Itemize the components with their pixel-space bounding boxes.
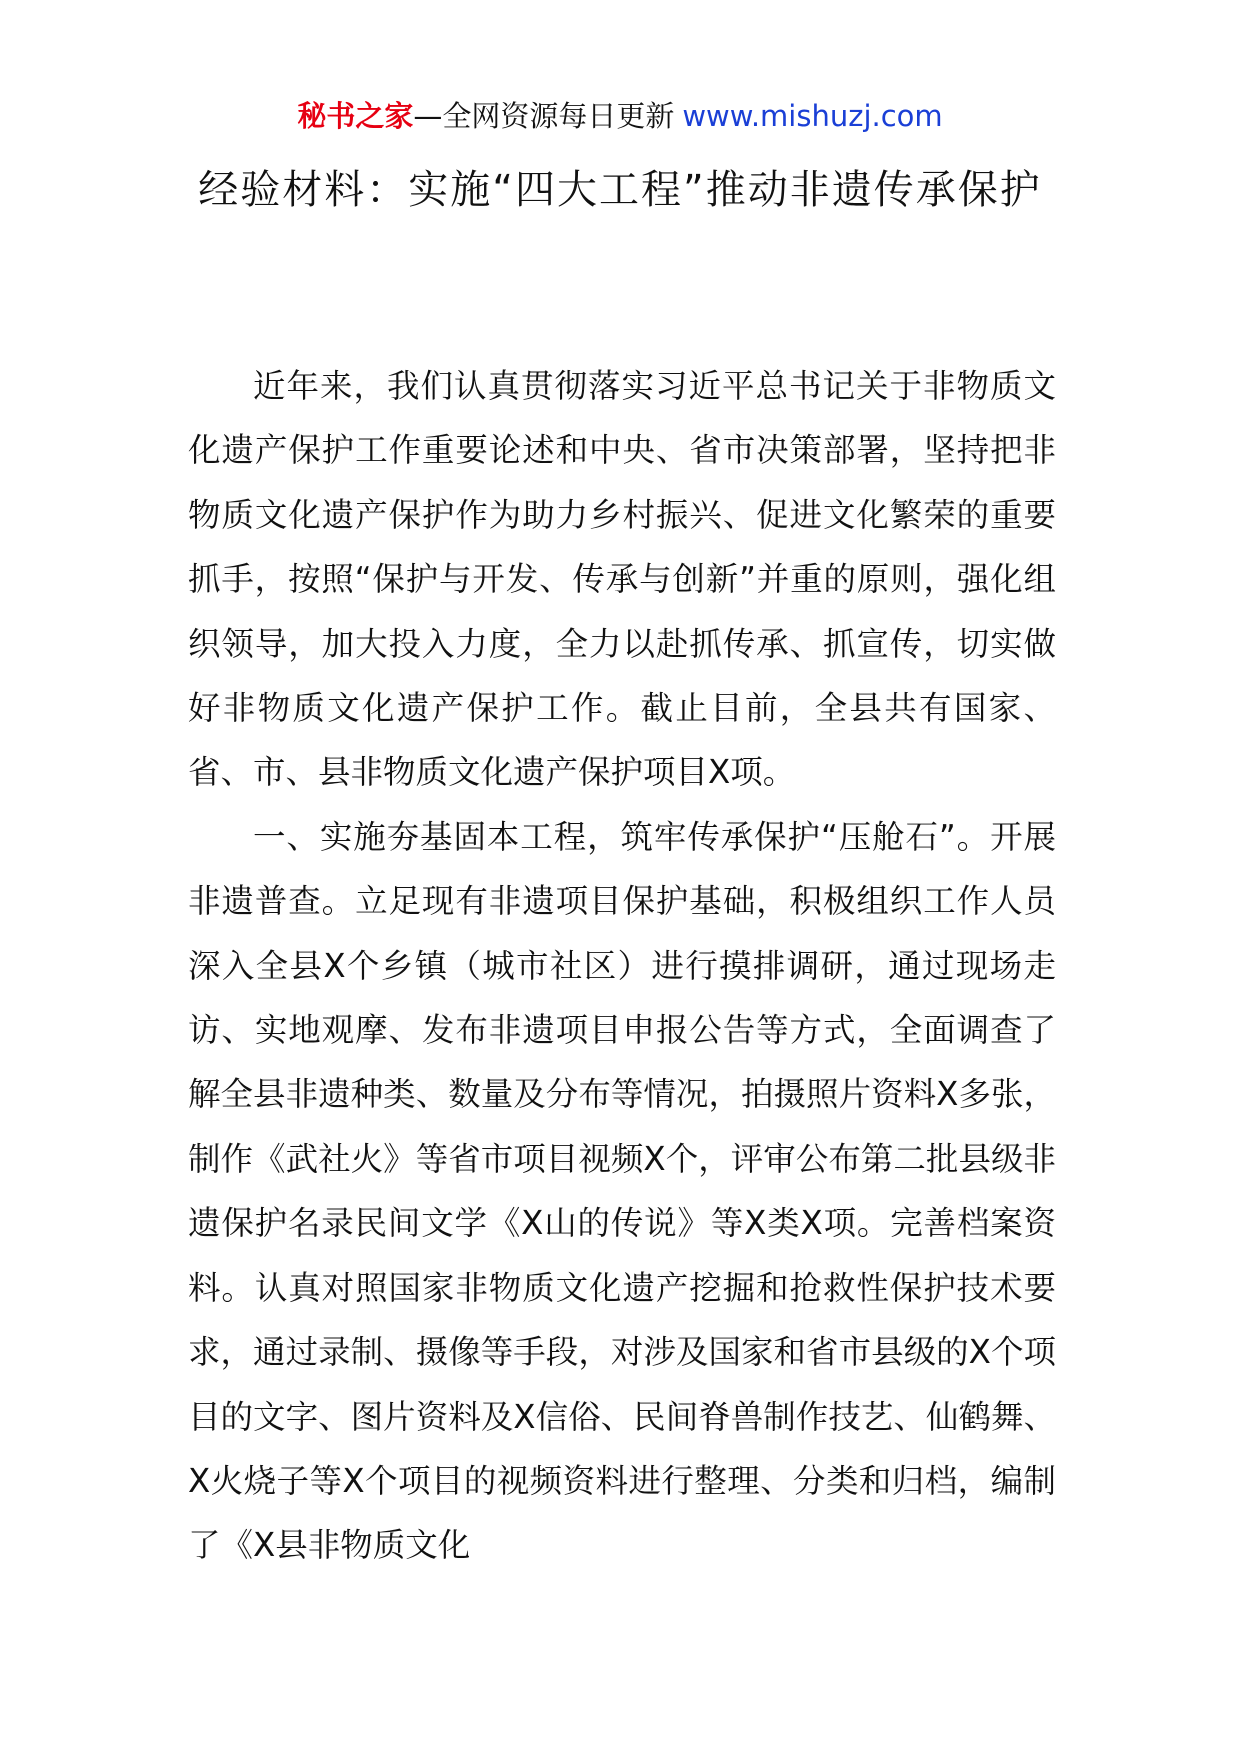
document-body <box>188 354 1056 1578</box>
paragraph-intro: 近年来，我们认真贯彻落实习近平总书记关于非物质文化遗产保护工作重要论述和中央、省市决策部署，坚持把非物质文化遗产保护作为助力乡村振兴、促进文化繁荣的重要抓手，按照“保护与开发、传承与创新”并重的原则，强化组织领导，加大投入力度，全力以赴抓传承、抓宣传，切实做好非物质文化遗产保护工作。截止目前，全县共有国家、省、市、县非物质文化遗产保护项目X项。 <box>188 367 1056 792</box>
site-tagline: —全网资源每日更新 <box>413 99 675 133</box>
site-url-link[interactable]: www.mishuzj.com <box>682 99 943 133</box>
document-title: 经验材料：实施“四大工程”推动非遗传承保护 <box>198 167 1042 213</box>
site-header <box>0 96 1240 136</box>
site-brand: 秘书之家 <box>297 99 414 133</box>
paragraph-section-one: 一、实施夯基固本工程，筑牢传承保护“压舱石”。开展非遗普查。立足现有非遗项目保护基础，积极组织工作人员深入全县X个乡镇（城市社区）进行摸排调研，通过现场走访、实地观摩、发布非遗项目申报公告等方式，全面调查了解全县非遗种类、数量及分布等情况，拍摄照片资料X多张，制作《武社火》等省市项目视频X个，评审公布第二批县级非遗保护名录民间文学《X山的传说》等X类X项。完善档案资料。认真对照国家非物质文化遗产挖掘和抢救性保护技术要求，通过录制、摄像等手段，对涉及国家和省市县级的X个项目的文字、图片资料及X信俗、民间脊兽制作技艺、仙鹤舞、X火烧子等X个项目的视频资料进行整理、分类和归档，编制了《X县非物质文化 <box>188 817 1056 1565</box>
